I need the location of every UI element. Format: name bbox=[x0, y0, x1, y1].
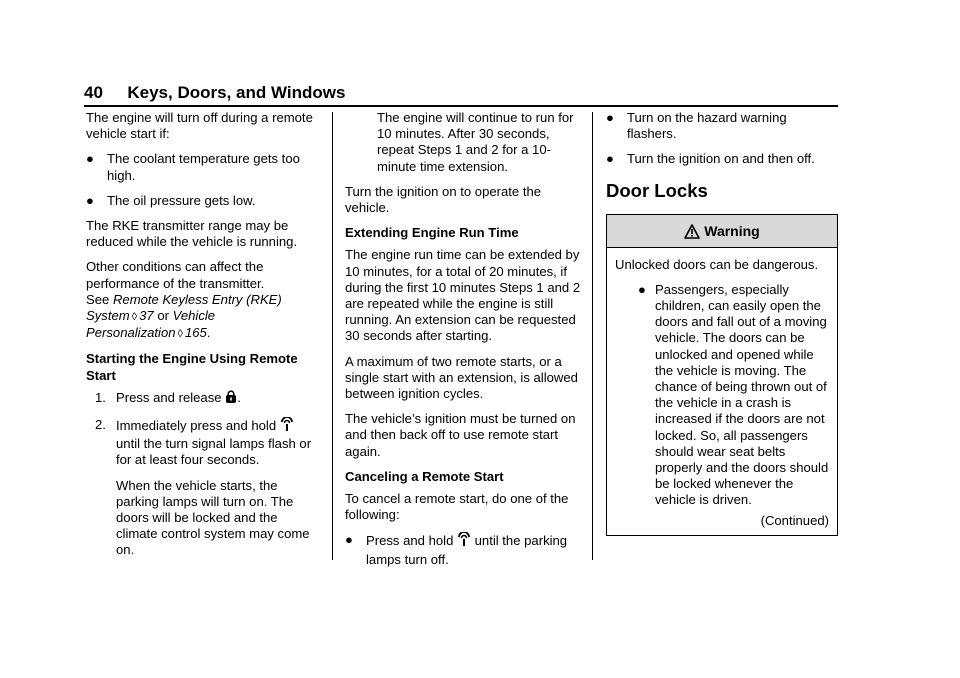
column-3 bbox=[606, 110, 838, 536]
page-number: 40 bbox=[84, 83, 103, 102]
ref-arrow-icon: ◊ bbox=[131, 311, 138, 324]
bullet-glyph: ● bbox=[345, 532, 353, 548]
paragraph: When the vehicle starts, the parking lamps will turn on. The doors will be locked and the climate control system may come on. bbox=[116, 477, 310, 558]
bullet-glyph: ● bbox=[86, 192, 94, 208]
paragraph: A maximum of two remote starts, or a single start with an extension, is allowed between ignition cycles. bbox=[345, 353, 578, 402]
ref-arrow-icon: ◊ bbox=[177, 328, 183, 341]
page-header bbox=[84, 80, 838, 107]
paragraph: The RKE transmitter range may be reduced while the vehicle is running. bbox=[86, 218, 298, 250]
column-divider bbox=[592, 112, 593, 560]
cross-ref-link[interactable]: Remote Keyless Entry (RKE) System bbox=[86, 291, 282, 324]
page-ref[interactable]: 37 bbox=[139, 308, 154, 324]
remote-start-icon bbox=[280, 417, 294, 436]
list-item bbox=[606, 151, 838, 167]
list-item bbox=[606, 110, 838, 142]
warning-icon bbox=[684, 218, 700, 250]
subheading: Canceling a Remote Start bbox=[345, 468, 504, 484]
page-title: Keys, Doors, and Windows bbox=[127, 83, 346, 102]
bullet-glyph: ● bbox=[606, 110, 614, 125]
list-item bbox=[86, 193, 320, 209]
paragraph: To cancel a remote start, do one of the following: bbox=[345, 491, 569, 523]
column-divider bbox=[332, 112, 333, 560]
paragraph: The engine run time can be extended by 10 minutes, for a total of 20 minutes, if during the first 10 minutes Steps 1 and 2 are repeated while the engine is still running. An extension can be requested 30 seconds after starting. bbox=[345, 247, 581, 344]
paragraph: Unlocked doors can be dangerous. bbox=[615, 256, 819, 272]
list-item-text: Turn the ignition on and then off. bbox=[627, 151, 815, 167]
paragraph: The vehicle’s ignition must be turned on and then back off to use remote start again. bbox=[345, 411, 576, 459]
list-item: ● Press and hold until the parking lamps turn off. bbox=[345, 532, 568, 567]
list-item-text: Turn on the hazard warning flashers. bbox=[627, 110, 787, 142]
bullet-glyph: ● bbox=[638, 281, 646, 297]
list-item bbox=[86, 151, 320, 183]
list-item-text: Passengers, especially children, can easily open the doors and fall out of a moving vehicle. The doors can be unlocked and opened while the vehicle is moving. The chance of being thrown out of the vehicle in a crash is increased if the doors are not locked. So, all passengers should wear seat belts properly and the doors should be locked whenever the vehicle is driven. bbox=[655, 281, 829, 508]
section-title: Door Locks bbox=[606, 179, 708, 201]
warning-body bbox=[607, 248, 837, 535]
paragraph: Turn the ignition on to operate the vehicle. bbox=[345, 183, 542, 216]
step-number: 1. bbox=[95, 389, 106, 405]
cross-ref-link[interactable]: Vehicle Personalization bbox=[86, 308, 216, 341]
warning-box bbox=[606, 214, 838, 536]
continued-label: (Continued) bbox=[760, 512, 829, 528]
warning-label: Warning bbox=[704, 222, 760, 239]
column-2 bbox=[345, 110, 581, 577]
page-ref[interactable]: 165 bbox=[184, 325, 207, 341]
step-number: 2. bbox=[95, 417, 106, 433]
step-item: 2. Immediately press and hold until the turn signal lamps flash or for at least four seconds. bbox=[95, 417, 312, 468]
subheading: Extending Engine Run Time bbox=[345, 225, 519, 241]
column-1 bbox=[86, 110, 320, 568]
step-item: 1. Press and release . bbox=[86, 390, 320, 408]
bullet-glyph: ● bbox=[606, 151, 614, 167]
list-item bbox=[615, 282, 829, 509]
list-item-text: The oil pressure gets low. bbox=[107, 192, 256, 208]
subheading: Starting the Engine Using Remote Start bbox=[86, 351, 298, 383]
warning-header bbox=[607, 215, 837, 248]
paragraph: The engine will continue to run for 10 minutes. After 30 seconds, repeat Steps 1 and 2 for a 10-minute time extension. bbox=[377, 110, 574, 174]
bullet-glyph: ● bbox=[86, 151, 94, 167]
paragraph: Other conditions can affect the performance of the transmitter. See Remote Keyless Entry (RKE) System ◊ 37 or Vehicle Personalization ◊ 165. bbox=[86, 259, 282, 341]
list-item-text: The coolant temperature gets too high. bbox=[107, 151, 300, 183]
lock-key-icon bbox=[225, 390, 237, 408]
paragraph: The engine will turn off during a remote vehicle start if: bbox=[86, 110, 313, 142]
remote-start-icon bbox=[457, 532, 471, 551]
